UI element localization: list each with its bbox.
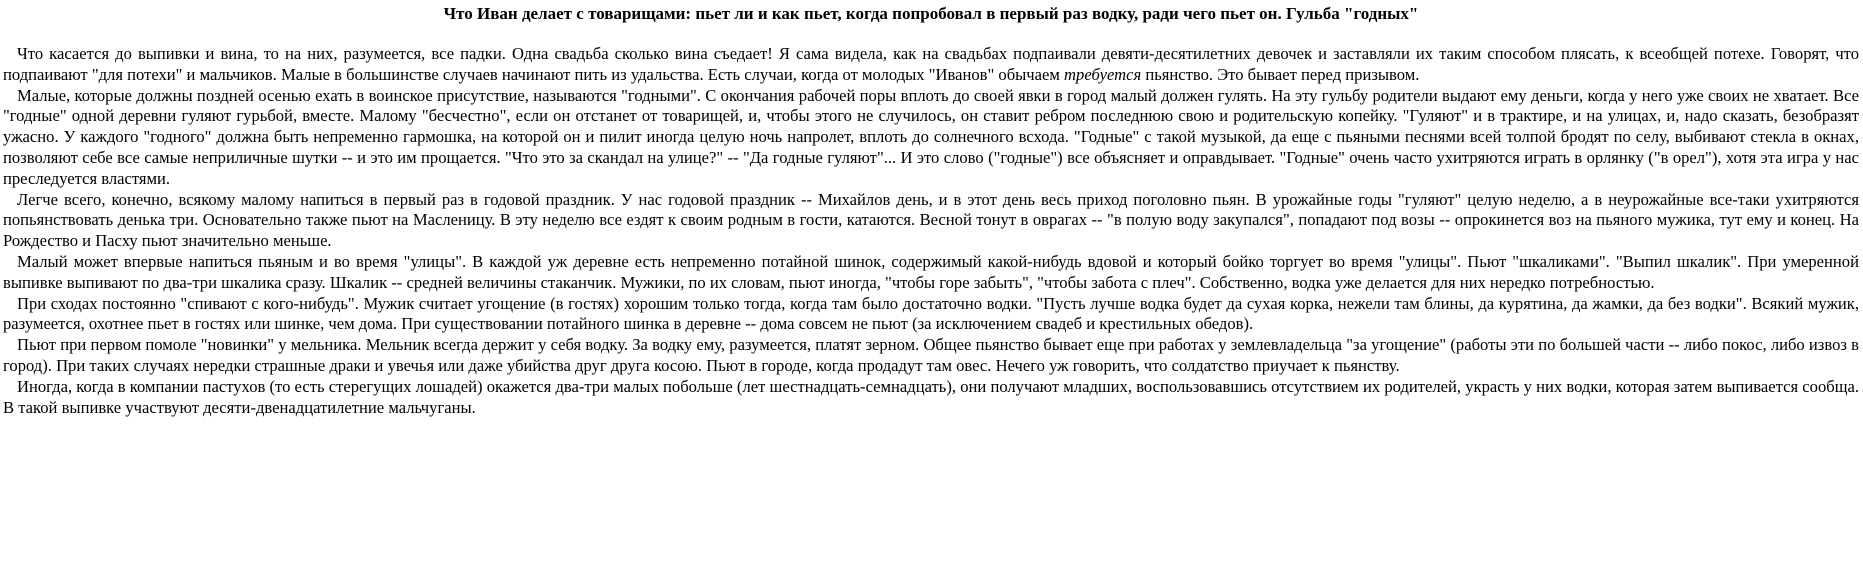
paragraph-1-text-before: Что касается до выпивки и вина, то на них, разумеется, все падки. Одна свадьба сколько вина съедает! Я сама видела, как на свадьбах подпаивали девяти-десятилетних девочек и заставляли их таким способом плясать, к всеобщей потехе. Говорят, что подпаивают "для потехи" и мальчиков. Малые в большинстве случаев начинают пить из удальства. Есть случаи, когда от молодых "Иванов" обычаем — [3, 44, 1859, 84]
paragraph-4: Малый может впервые напиться пьяным и во время "улицы". В каждой уж деревне есть непременно потайной шинок, содержимый какой-нибудь вдовой и который бойко торгует во время "улицы". Пьют "шкаликами". "Выпил шкалик". При умеренной выпивке выпивают по два-три шкалика сразу. Шкалик -- средней величины стаканчик. Мужики, по их словам, пьют иногда, "чтобы горе забыть", "чтобы забота с плеч". Собственно, водка уже делается для них нередко потребностью. — [3, 251, 1859, 292]
paragraph-5: При сходах постоянно "спивают с кого-нибудь". Мужик считает угощение (в гостях) хорошим только тогда, когда там было достаточно водки. "Пусть лучше водка будет да сухая корка, нежели там блины, да курятина, да жамки, да без водки". Всякий мужик, разумеется, охотнее пьет в гостях или шинке, чем дома. При существовании потайного шинка в деревне -- дома совсем не пьют (за исключением свадеб и крестильных обедов). — [3, 293, 1859, 334]
article-body — [3, 44, 1859, 418]
paragraph-1-emphasis: требуется — [1064, 64, 1142, 84]
paragraph-3: Легче всего, конечно, всякому малому напиться в первый раз в годовой праздник. У нас годовой праздник -- Михайлов день, и в этот день весь приход поголовно пьян. В урожайные годы "гуляют" целую неделю, а в неурожайные все-таки ухитряются попьянствовать денька три. Основательно также пьют на Масленицу. В эту неделю все ездят к своим родным в гости, катаются. Весной тонут в оврагах -- "в полую воду закупался", попадают под возы -- опрокинется воз на пьяного мужика, тут ему и конец. На Рождество и Пасху пьют значительно меньше. — [3, 189, 1859, 251]
paragraph-1-text-after: пьянство. Это бывает перед призывом. — [1141, 64, 1420, 84]
paragraph-2: Малые, которые должны поздней осенью ехать в воинское присутствие, называются "годными". С окончания рабочей поры вплоть до своей явки в город малый должен гулять. На эту гульбу родители выдают ему деньги, когда у него уже своих не хватает. Все "годные" одной деревни гуляют гурьбой, вместе. Малому "бесчестно", если он отстанет от товарищей, и, чтобы этого не случилось, он ставит ребром последнюю свою и родительскую копейку. "Гуляют" и в трактире, и на улицах, и, надо сказать, безобразят ужасно. У каждого "годного" должна быть непременно гармошка, на которой он и пилит иногда целую ночь напролет, вплоть до солнечного всхода. "Годные" с такой музыкой, да еще с пьяными песнями всей толпой бродят по селу, выбивают стекла в окнах, позволяют себе все самые неприличные шутки -- и это им прощается. "Что это за скандал на улице?" -- "Да годные гуляют"... И это слово ("годные") все объясняет и оправдывает. "Годные" очень часто ухитряются играть в орлянку ("в орел"), хотя эта игра у нас преследуется властями. — [3, 85, 1859, 188]
paragraph-6: Пьют при первом помоле "новинки" у мельника. Мельник всегда держит у себя водку. За водку ему, разумеется, платят зерном. Общее пьянство бывает еще при работах у землевладельца "за угощение" (работы эти по большей части -- либо покос, либо извоз в город). При таких случаях нередки страшные драки и увечья или даже убийства друг друга косою. Пьют в городе, когда продадут там овес. Нечего уж говорить, что солдатство приучает к пьянству. — [3, 335, 1859, 375]
paragraph-1 — [3, 44, 1859, 86]
paragraph-7: Иногда, когда в компании пастухов (то есть стерегущих лошадей) окажется два-три малых побольше (лет шестнадцать-семнадцать), они получают младших, воспользовавшись отсутствием их родителей, украсть у них водки, которая затем выпивается сообща. В такой выпивке участвуют десяти-двенадцатилетние мальчуганы. — [3, 376, 1859, 417]
page-title: Что Иван делает с товарищами: пьет ли и как пьет, когда попробовал в первый раз водку, ради чего пьет он. Гульба "годных" — [443, 4, 1419, 23]
